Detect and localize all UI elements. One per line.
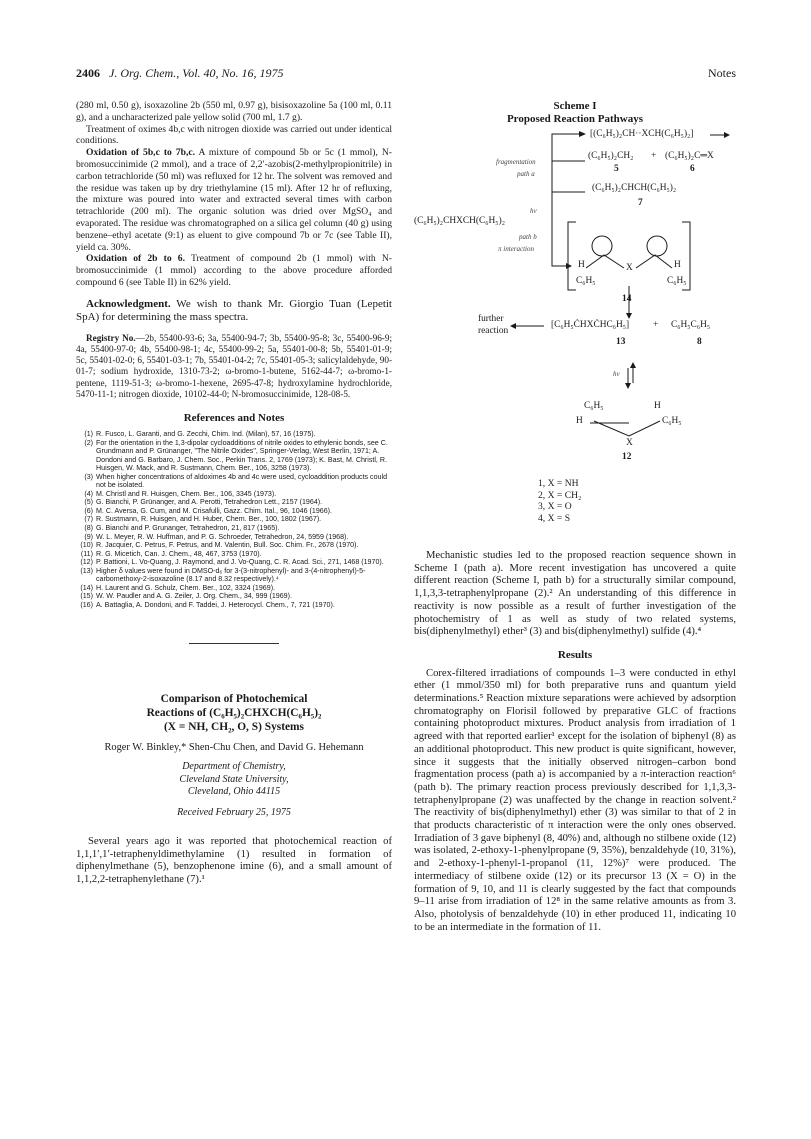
running-header (76, 66, 736, 82)
reference-number: (1) (84, 429, 93, 438)
registry-numbers (76, 333, 392, 400)
exp-line-2: Treatment of oximes 4b,c with nitrogen dioxide was carried out under identical conditions. (76, 123, 392, 147)
reference-number: (10) (80, 541, 93, 550)
bridge-h-right: H (674, 260, 681, 270)
acknowledgment-text: We wish to thank Mr. Giorgio Tuan (Lepetit SpA) for determining the mass spectra. (76, 297, 392, 323)
biphenyl-formula: C₆H₅C₆H₅ (671, 320, 711, 330)
registry-text: —2b, 55400-93-6; 3a, 55400-94-7; 3b, 55400-95-8; 3c, 55400-96-9; 4a, 55400-97-0; 4b, 55400-98-1; 4c, 55400-99-2; 5a, 55401-00-8; 5b, 55401-01-9; 5c, 55401-02-0; 6, 55401-03-1; 7b, 55401-04-2; 7c, 55401-05-3; salicylaldehyde, 90-01-7; sodium hydroxide, 1310-73-2; ω-bromo-1-butene, 5162-44-7; ω-bromo-1-pentene, 1119-51-3; ω-bromo-1-hexene, 2695-47-8; hydroxylamine hydrochloride, 5470-11-1; nitrogen dioxide, 10102-44-0; N-bromosuccinimide, 128-08-5. (76, 332, 392, 399)
reference-number: (2) (84, 438, 93, 447)
experimental-continued (76, 100, 392, 289)
compound-5-label: 5 (614, 164, 619, 174)
reference-number: (7) (84, 515, 93, 524)
oxidation-2b-text: Treatment of compound 2b (1 mmol) with N-bromosuccinimide (1 mmol) according to the above procedure afforded compound 6 (see Table II) in 62% yield. (76, 253, 392, 288)
hv-label-2: hν (613, 370, 620, 378)
product-5-formula: (C₆H₅)₂CH₂ (588, 151, 634, 161)
scheme-title: Proposed Reaction Pathways (506, 113, 644, 125)
reference-text: P. Battioni, L. Vo-Quang, J. Raymond, and J. Vo-Quang, C. R. Acad. Sci., 271, 1468 (1970). (96, 558, 384, 567)
reference-text: When higher concentrations of aldoximes 4b and 4c were used, cycloaddition products could not be isolated. (96, 472, 388, 490)
reference-item (76, 507, 392, 516)
reference-text: M. Christl and R. Huisgen, Chem. Ber., 106, 3345 (1973). (96, 489, 277, 498)
compound-14-label: 14 (622, 294, 632, 304)
authors: Roger W. Binkley,* Shen-Chu Chen, and David G. Hehemann (104, 742, 364, 754)
reference-text: R. Jacquier, C. Petrus, F. Petrus, and M. Valentin, Bull. Soc. Chim. Fr., 2678 (1970). (96, 541, 359, 550)
reference-number: (14) (80, 583, 93, 592)
bridge-x: X (626, 263, 633, 273)
journal-citation: J. Org. Chem., Vol. 40, No. 16, 1975 (109, 66, 284, 80)
affiliation-line-2: Cleveland State University, (179, 773, 289, 785)
reference-number: (16) (80, 600, 93, 609)
reference-number: (5) (84, 498, 93, 507)
page-number: 2406 (76, 66, 100, 80)
reference-item (76, 473, 392, 490)
reference-number: (11) (80, 549, 93, 558)
compound-key-1: 1, X = NH (538, 478, 579, 489)
oxidation-5b-paragraph (76, 147, 392, 253)
compound-key (538, 478, 581, 524)
compound-6-label: 6 (690, 164, 695, 174)
path-b-label: path b (519, 233, 537, 241)
epoxide-x: X (626, 438, 633, 448)
reference-number: (4) (84, 489, 93, 498)
reference-number: (8) (84, 523, 93, 532)
reference-text: For the orientation in the 1,3-dipolar cycloadditions of nitrile oxides to ethylenic bonds, see C. Grundmann and P. Grünanger, "The Nitrile Oxides", Springer-Verlag, West Berlin, 1971; A. Dondoni and G. Barbaro, J. Chem. Soc., Perkin Trans. 2, 1769 (1973); K. Bast, M. Christl, R. Huisgen, W. Mack, and R. Sustmann, Chem. Ber., 106, 3258 (1973). (96, 438, 388, 473)
affiliation-line-1: Department of Chemistry, (182, 761, 286, 773)
plus-sign-2: + (653, 320, 659, 330)
radical-pair: [(C₆H₅)₂CH··XCH(C₆H₅)₂] (590, 129, 694, 139)
scheme-number: Scheme I (553, 100, 597, 112)
right-column (414, 100, 736, 934)
acknowledgment-heading: Acknowledgment. (86, 297, 171, 310)
reference-number: (6) (84, 506, 93, 515)
reference-item (76, 567, 392, 584)
reference-item (76, 533, 392, 542)
reference-text: H. Laurent and G. Schulz, Chem. Ber., 102, 3324 (1969). (96, 583, 276, 592)
bridge-ph-left: C₆H₅ (576, 276, 596, 286)
reference-text: G. Bianchi, P. Grünanger, and A. Perotti, Tetrahedron Lett., 2157 (1964). (96, 498, 323, 507)
affiliation (76, 761, 392, 799)
oxidation-5b-heading: Oxidation of 5b,c to 7b,c. (86, 147, 196, 159)
diradical-13-formula: [C₆H₅ĊHXĊHC₆H₅] (551, 320, 630, 330)
oxidation-5b-text: A mixture of compound 5b or 5c (1 mmol), N-bromosuccinimide (2 mmol), and a trace of 2,2′-azobis(2-methylpropionitrile) in carbon tetrachloride (50 ml) was refluxed for 12 hr. The solvent was removed and the residue was taken up by dry triethylamine (15 ml). After 12 hr of refluxing, the mixture was poured into water and extracted several times with carbon tetrachloride (200 ml). The organic solution was dried over MgSO₄ and evaporated. The residue was chromatographed on a silica gel column (40 g) using benzene–ethyl acetate (9:1) as eluent to give compound 7b or 7c (see Table II), yield ca. 30%. (76, 147, 392, 253)
compound-8-label: 8 (697, 337, 702, 347)
exp-line-1: (280 ml, 0.50 g), isoxazoline 2b (550 ml, 0.97 g), bisisoxazoline 5a (100 ml, 0.11 g), and a uncharacterized pale yellow solid (700 ml, 1.7 g). (76, 100, 392, 123)
section-label: Notes (708, 66, 736, 80)
article-title-line-1: Comparison of Photochemical (160, 693, 308, 706)
oxidation-2b-paragraph (76, 253, 392, 288)
registry-heading: Registry No. (86, 332, 136, 343)
pi-interaction-label: π interaction (498, 245, 534, 253)
product-6-formula: (C₆H₅)₂C═X (665, 151, 714, 161)
references-heading: References and Notes (183, 411, 285, 424)
reference-text: W. W. Paudler and A. G. Zeiler, J. Org. Chem., 34, 999 (1969). (96, 592, 292, 601)
received-date: Received February 25, 1975 (177, 806, 291, 818)
article-title-line-3: (X = NH, CH₂, O, S) Systems (164, 721, 304, 734)
results-heading: Results (557, 648, 593, 661)
reference-text: M. C. Aversa, G. Cum, and M. Crisafulli, Gazz. Chim. Ital., 96, 1046 (1966). (96, 506, 333, 515)
results-paragraph: Corex-filtered irradiations of compounds 1–3 were conducted in ethyl ether (1 mmol/350 ml) for both preparative runs and quantum yield determinations.⁵ Reaction mixture separations were achieved by adsorption chromatography on Florisil followed by preparative GLC of fractions containing photoproduct mixtures. Product analysis from irradiation of 1 agreed with that reported earlier¹ except for the isolation of biphenyl (8) as an additional photoproduct. This new product is quite significant, however, since it suggests that the initially observed nitrogen–carbon bond fragmentation process (path a) is accompanied by a π-interaction reaction⁶ (path b). The primary reaction process previously described for 1,1,3,3-tetraphenylpropane (2) was unaffected by the change in reaction solvent.² The reactivity of bis(diphenylmethyl) ether (3) was similar to that of 2 in that products characteristic of π interaction were the only ones observed. Irradiation of 3 gave biphenyl (8, 40%) and, although no stilbene oxide (12) was isolated, 2-ethoxy-1-phenylpropane (9, 35%), benzaldehyde (10, 31%), and 2-ethoxy-1-phenyl-1-propanol (11, 12%)⁷ were produced. The intermediacy of stilbene oxide (12) or its precursor 13 (X = O) in the formation of 9, 10, and 11 is clearly suggested by the fact that compounds 9–11 arise from irradiation of 12⁸ in the same relative amounts as from 3. Also, photolysis of benzaldehyde (10) in ether produced 11, indicating 10 to be an intermediate in the formation of 11. (414, 667, 736, 933)
compound-key-3: 3, X = O (538, 501, 572, 512)
references-list (76, 430, 392, 609)
reference-text: G. Bianchi and P. Grunanger, Tetrahedron, 21, 817 (1965). (96, 523, 280, 532)
compound-7-label: 7 (638, 198, 643, 208)
compound-13-label: 13 (616, 337, 626, 347)
reference-item (76, 439, 392, 473)
reference-item (76, 550, 392, 559)
left-column (76, 100, 392, 887)
bridge-h-left: H (578, 260, 585, 270)
reference-text: R. Sustmann, R. Huisgen, and H. Huber, Chem. Ber., 100, 1802 (1967). (96, 515, 322, 524)
reaction-label: reaction (478, 326, 509, 336)
article-title (76, 692, 392, 734)
reference-item (76, 541, 392, 550)
scheme-i (414, 100, 736, 524)
compound-key-4: 4, X = S (538, 512, 571, 524)
epoxide-h-top: H (654, 401, 661, 411)
reference-number: (15) (80, 592, 93, 601)
reference-item (76, 558, 392, 567)
reference-text: W. L. Meyer, R. W. Huffman, and P. G. Schroeder, Tetrahedron, 24, 5959 (1968). (96, 532, 349, 541)
header-left (76, 66, 284, 81)
article-separator-rule (189, 643, 279, 644)
further-label: further (478, 314, 504, 324)
intro-paragraph: Several years ago it was reported that photochemical reaction of 1,1,1′,1′-tetraphenyldimethylamine (1) resulted in formation of diphenylmethane (5), benzophenone imine (6), and a small amount of 1,1,2,2-tetraphenylethane (7).¹ (76, 835, 392, 886)
fragmentation-label: fragmentation (496, 158, 536, 166)
compound-key-2: 2, X = CH₂ (538, 489, 582, 501)
reference-item (76, 430, 392, 439)
reference-item (76, 498, 392, 507)
path-a-label: path a (517, 170, 535, 178)
reference-text: R. Fusco, L. Garanti, and G. Zecchi, Chim. Ind. (Milan), 57, 16 (1975). (96, 429, 316, 438)
right-body-text (414, 550, 736, 934)
reference-text: R. G. Micetich, Can. J. Chem., 48, 467, 3753 (1970). (96, 549, 262, 558)
reference-number: (3) (84, 472, 93, 481)
reference-item (76, 601, 392, 610)
bridge-ph-right: C₆H₅ (667, 276, 687, 286)
acknowledgment (76, 298, 392, 324)
plus-sign-1: + (651, 151, 657, 161)
reference-number: (9) (84, 532, 93, 541)
product-7-formula: (C₆H₅)₂CHCH(C₆H₅)₂ (592, 183, 677, 193)
reference-item (76, 515, 392, 524)
reactant-formula: (C₆H₅)₂CHXCH(C₆H₅)₂ (414, 216, 505, 226)
compound-12-label: 12 (622, 452, 632, 462)
article-title-line-2: Reactions of (C₆H₅)₂CHXCH(C₆H₅)₂ (146, 707, 322, 720)
reference-item (76, 490, 392, 499)
reference-item (76, 524, 392, 533)
epoxide-ph-right: C₆H₅ (662, 416, 682, 426)
mechanism-paragraph: Mechanistic studies led to the proposed reaction sequence shown in Scheme I (path a). More recent investigation has uncovered a quite different reaction (Scheme I, path b) for a structurally similar compound, 1,1,3,3-tetraphenylpropane (2).² An understanding of this difference in reactivity is now possible as a result of further investigation of the photochemistry of 1 as well as study of two related systems, bis(diphenylmethyl) ether³ (3) and bis(diphenylmethyl) sulfide (4).⁴ (414, 550, 736, 638)
reference-item (76, 592, 392, 601)
reference-number: (12) (80, 558, 93, 567)
epoxide-ph-top: C₆H₅ (584, 401, 604, 411)
reference-text: Higher δ values were found in DMSO-d₆ for 3-(3-nitrophenyl)- and 3-(4-nitrophenyl)-5-carbomethoxy-2-isoxazoline (8.17 and 8.32 respectively).⁴ (96, 566, 366, 584)
reference-number: (13) (80, 566, 93, 575)
epoxide-h-left: H (576, 416, 583, 426)
reference-text: A. Battaglia, A. Dondoni, and F. Taddei, J. Heterocycl. Chem., 7, 721 (1970). (96, 600, 335, 609)
hv-label-1: hν (530, 207, 537, 215)
affiliation-line-3: Cleveland, Ohio 44115 (187, 786, 281, 798)
reference-item (76, 584, 392, 593)
oxidation-2b-heading: Oxidation of 2b to 6. (86, 253, 185, 265)
